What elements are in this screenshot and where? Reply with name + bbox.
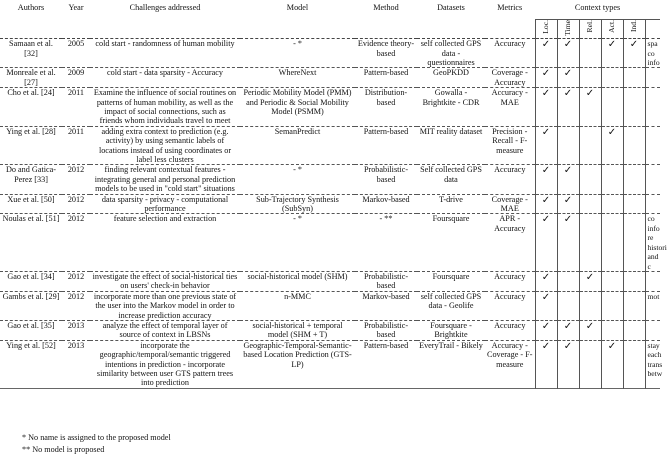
cell-year: 2013 [67, 340, 85, 350]
cell-context-rel [579, 88, 601, 127]
cell-context-loc [535, 88, 557, 127]
cell-context-act [601, 68, 623, 88]
table-row [0, 291, 660, 320]
cell-method: Probabilistic-based [363, 320, 409, 340]
cell-context-loc [535, 194, 557, 214]
checkmark-icon: ✓ [541, 68, 551, 80]
cell-model: n-MMC [284, 291, 311, 301]
cell-challenges: Examine the influence of social routines on patterns of human mobility, as well as the impact of social connections, such as friends whom individuals travel to meet [93, 88, 237, 126]
col-header-challenges: Challenges addressed [129, 3, 201, 12]
cell-year: 2013 [67, 320, 85, 330]
cell-model: - * [293, 165, 302, 175]
cell-datasets: MIT reality dataset [419, 126, 483, 136]
checkmark-icon: ✓ [563, 88, 573, 100]
col-header-context-loc [535, 20, 557, 39]
cell-datasets: Foursquare [432, 271, 470, 281]
cell-context-ind [623, 39, 645, 68]
cell-metrics: Accuracy [494, 291, 526, 301]
table-row [0, 88, 660, 127]
cell-context-act [601, 291, 623, 320]
cell-datasets: Foursquare [432, 214, 470, 224]
col-header-year: Year [68, 3, 84, 12]
cell-context-rel [579, 320, 601, 340]
cell-year: 2012 [67, 194, 85, 204]
cell-context-loc [535, 126, 557, 165]
cell-context-ind [623, 68, 645, 88]
cell-context-time [557, 126, 579, 165]
cell-context-time [557, 165, 579, 194]
cell-context-loc [535, 165, 557, 194]
cell-context-extra: stay each trans betw [645, 340, 660, 388]
col-header-context-time [557, 20, 579, 39]
cell-challenges: adding extra context to prediction (e.g. activity) by using semantic labels of locations instead of using coordinates or label less clusters [98, 126, 232, 165]
cell-challenges: cold start - randomness of human mobility [95, 39, 235, 49]
cell-context-loc [535, 320, 557, 340]
cell-challenges: finding relevant contextual features - integrating general and personal prediction models to be used in "cold start" situations [94, 165, 236, 194]
cell-year: 2011 [67, 88, 85, 98]
table-row [0, 194, 660, 214]
cell-method: Distribution-based [364, 88, 408, 107]
cell-year: 2012 [67, 271, 85, 281]
cell-challenges: incorporate more than one previous state of the user into the Markov model in order to increase prediction accuracy [93, 291, 237, 320]
cell-challenges: data sparsity - privacy - computational performance [101, 194, 229, 214]
checkmark-icon: ✓ [541, 291, 551, 303]
checkmark-icon: ✓ [541, 126, 551, 138]
cell-metrics: Accuracy [494, 271, 526, 281]
cell-metrics: Accuracy - Coverage - F-measure [487, 340, 533, 369]
checkmark-icon: ✓ [563, 68, 573, 80]
cell-context-act [601, 320, 623, 340]
col-header-authors: Authors [17, 3, 45, 12]
cell-context-act [601, 194, 623, 214]
cell-context-ind [623, 214, 645, 271]
cell-context-act [601, 39, 623, 68]
cell-authors: Gao et al. [34] [7, 271, 55, 281]
cell-context-act [601, 214, 623, 271]
cell-context-ind [623, 126, 645, 165]
checkmark-icon: ✓ [541, 271, 551, 283]
col-header-context-types: Context types [535, 0, 660, 20]
cell-context-extra [645, 88, 660, 127]
cell-year: 2009 [67, 68, 85, 78]
checkmark-icon: ✓ [563, 39, 573, 51]
cell-challenges: investigate the effect of social-historical ties on users' check-in behavior [92, 271, 238, 291]
cell-year: 2012 [67, 165, 85, 175]
table-row [0, 340, 660, 388]
cell-challenges: analyze the effect of temporal layer of source of context in LBSNs [102, 320, 228, 340]
cell-datasets: GeoPKDD [433, 68, 469, 78]
cell-authors: Gambs et al. [29] [2, 291, 60, 301]
cell-model: Geographic-Temporal-Semantic-based Location Prediction (GTS-LP) [243, 340, 352, 369]
cell-context-rel [579, 214, 601, 271]
cell-year: 2011 [67, 126, 85, 136]
cell-context-act [601, 165, 623, 194]
checkmark-icon: ✓ [563, 214, 573, 226]
cell-metrics: APR - Accuracy [494, 214, 526, 233]
cell-datasets: Foursquare - Brightkite [430, 320, 472, 340]
checkmark-icon: ✓ [629, 39, 639, 51]
cell-model: WhereNext [278, 68, 317, 78]
cell-authors: Cho et al. [24] [7, 88, 55, 98]
col-header-context-rel [579, 20, 601, 39]
cell-metrics: Accuracy - MAE [491, 88, 528, 107]
cell-context-ind [623, 165, 645, 194]
cell-datasets: EveryTrail - Bikely [419, 340, 483, 350]
table-row [0, 165, 660, 194]
cell-model: - * [293, 214, 302, 224]
cell-context-time [557, 271, 579, 291]
cell-context-loc [535, 68, 557, 88]
cell-context-rel [579, 291, 601, 320]
cell-datasets: Self collected GPS data [420, 165, 482, 184]
cell-context-ind [623, 320, 645, 340]
context-label: Time [563, 20, 572, 36]
cell-context-loc [535, 39, 557, 68]
cell-metrics: Coverage - Accuracy [491, 68, 528, 87]
table-row [0, 271, 660, 291]
cell-method: Pattern-based [363, 126, 409, 136]
checkmark-icon: ✓ [585, 320, 595, 332]
context-label: Loc. [541, 20, 550, 34]
checkmark-icon: ✓ [541, 194, 551, 206]
cell-context-act [601, 340, 623, 388]
checkmark-icon: ✓ [563, 340, 573, 352]
cell-metrics: Accuracy [494, 39, 526, 49]
cell-method: Pattern-based [363, 340, 409, 350]
cell-context-time [557, 194, 579, 214]
col-header-context-act [601, 20, 623, 39]
col-header-metrics: Metrics [497, 3, 523, 12]
cell-context-rel [579, 271, 601, 291]
cell-context-act [601, 126, 623, 165]
cell-context-act [601, 88, 623, 127]
checkmark-icon: ✓ [607, 126, 617, 138]
checkmark-icon: ✓ [541, 88, 551, 100]
cell-method: Evidence theory-based [357, 39, 415, 58]
cell-authors: Do and Gatica-Perez [33] [5, 165, 56, 184]
cell-context-loc [535, 291, 557, 320]
cell-model: social-historical model (SHM) [247, 271, 348, 281]
context-label: Rel. [585, 20, 594, 33]
cell-context-rel [579, 126, 601, 165]
table-row [0, 39, 660, 68]
footnote-no-name: * No name is assigned to the proposed model [22, 433, 171, 442]
cell-metrics: Accuracy [494, 320, 526, 330]
cell-datasets: Gowalla - Brightkite - CDR [422, 88, 480, 107]
footnote-no-model: ** No model is proposed [22, 444, 105, 454]
col-header-context-ind [623, 20, 645, 39]
context-label: Ind. [629, 20, 638, 33]
table-row [0, 126, 660, 165]
cell-context-extra: co info re histori and c [645, 214, 660, 271]
table-row [0, 68, 660, 88]
cell-challenges: cold start - data sparsity - Accuracy [107, 68, 223, 78]
cell-context-rel [579, 340, 601, 388]
cell-model: SemanPredict [274, 126, 321, 136]
col-header-datasets: Datasets [437, 3, 465, 12]
checkmark-icon: ✓ [563, 320, 573, 332]
cell-context-time [557, 68, 579, 88]
col-header-model: Model [286, 3, 309, 12]
cell-context-time [557, 214, 579, 271]
cell-context-rel [579, 68, 601, 88]
cell-model: social-historical + temporal model (SHM + T) [252, 320, 343, 340]
cell-context-time [557, 88, 579, 127]
cell-challenges: incorporate the geographic/temporal/semantic triggered intentions in prediction - incorporate similarity between user GTS pattern trees into prediction [96, 340, 234, 388]
checkmark-icon: ✓ [541, 340, 551, 352]
cell-context-time [557, 291, 579, 320]
cell-context-extra [645, 68, 660, 88]
table-row [0, 320, 660, 340]
checkmark-icon: ✓ [541, 39, 551, 51]
cell-context-extra [645, 271, 660, 291]
cell-method: Pattern-based [363, 68, 409, 78]
cell-context-time [557, 340, 579, 388]
checkmark-icon: ✓ [585, 271, 595, 283]
cell-context-extra [645, 165, 660, 194]
checkmark-icon: ✓ [541, 165, 551, 177]
cell-context-ind [623, 194, 645, 214]
cell-authors: Xue et al. [50] [7, 194, 55, 204]
cell-method: Markov-based [362, 194, 410, 204]
cell-context-extra [645, 126, 660, 165]
cell-authors: Ying et al. [52] [6, 340, 56, 350]
cell-context-ind [623, 340, 645, 388]
checkmark-icon: ✓ [541, 320, 551, 332]
cell-datasets: self collected GPS data - Geolife [420, 291, 482, 311]
cell-authors: Ying et al. [28] [6, 126, 56, 136]
cell-authors: Noulas et al. [51] [2, 214, 60, 224]
checkmark-icon: ✓ [585, 88, 595, 100]
cell-context-time [557, 39, 579, 68]
cell-context-loc [535, 271, 557, 291]
cell-method: Markov-based [362, 291, 410, 301]
cell-method: Probabilistic-based [363, 271, 409, 291]
cell-year: 2012 [67, 291, 85, 301]
cell-method: Probabilistic-based [363, 165, 409, 184]
cell-context-ind [623, 88, 645, 127]
cell-model: Periodic Mobility Model (PMM) and Periodic & Social Mobility Model (PSMM) [243, 88, 352, 117]
cell-context-rel [579, 194, 601, 214]
cell-method: - ** [379, 214, 393, 224]
cell-context-act [601, 271, 623, 291]
checkmark-icon: ✓ [563, 194, 573, 206]
cell-authors: Gao et al. [35] [7, 320, 55, 330]
cell-metrics: Precision - Recall - F-measure [492, 126, 528, 155]
cell-metrics: Accuracy [494, 165, 526, 175]
cell-year: 2005 [67, 39, 85, 49]
cell-datasets: self collected GPS data - questionnaires [420, 39, 482, 67]
col-header-method: Method [373, 3, 399, 12]
cell-authors: Monreale et al. [27] [6, 68, 56, 87]
checkmark-icon: ✓ [541, 214, 551, 226]
table-row [0, 214, 660, 271]
cell-context-extra [645, 194, 660, 214]
cell-metrics: Coverage - MAE [491, 194, 528, 214]
cell-challenges: feature selection and extraction [113, 214, 217, 224]
cell-context-extra: spa co info [645, 39, 660, 68]
cell-datasets: T-drive [439, 194, 463, 204]
cell-year: 2012 [67, 214, 85, 224]
cell-model: Sub-Trajectory Synthesis (SubSyn) [256, 194, 339, 214]
cell-context-rel [579, 165, 601, 194]
cell-context-ind [623, 271, 645, 291]
cell-context-ind [623, 291, 645, 320]
context-label: Act. [607, 20, 616, 33]
checkmark-icon: ✓ [563, 165, 573, 177]
cell-context-loc [535, 214, 557, 271]
cell-model: - * [293, 39, 302, 49]
col-header-context-extra [645, 20, 660, 39]
checkmark-icon: ✓ [607, 340, 617, 352]
checkmark-icon: ✓ [607, 39, 617, 51]
cell-authors: Samaan et al. [32] [9, 39, 53, 58]
cell-context-time [557, 320, 579, 340]
cell-context-extra: mot [645, 291, 660, 320]
cell-context-loc [535, 340, 557, 388]
footnotes [22, 432, 171, 455]
cell-context-rel [579, 39, 601, 68]
cell-context-extra [645, 320, 660, 340]
